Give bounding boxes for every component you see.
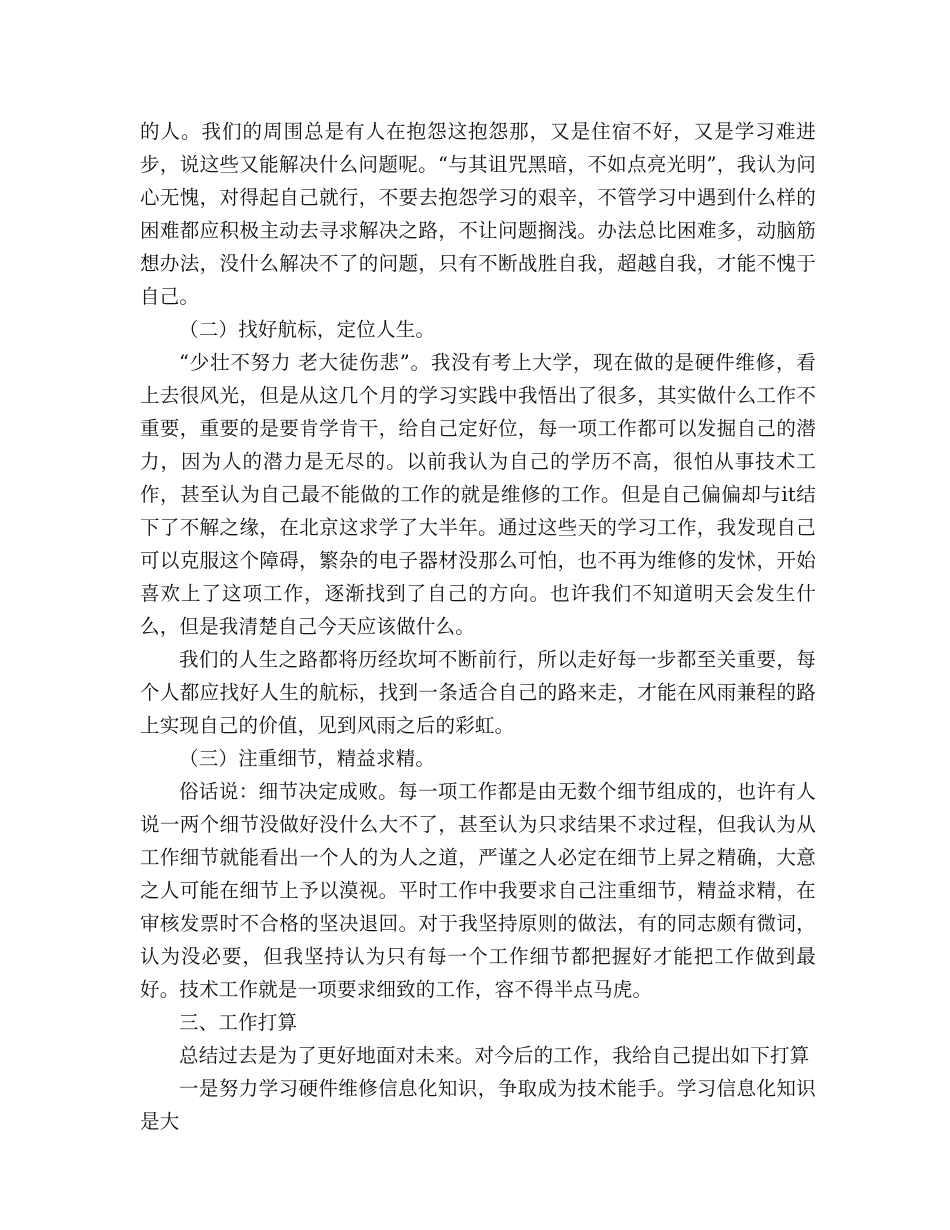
paragraph-8: 总结过去是为了更好地面对未来。对今后的工作，我给自己提出如下打算: [179, 1044, 810, 1067]
paragraph-9: 一是努力学习硬件维修信息化知识，争取成为技术能手。学习信息化知识是大: [140, 1077, 816, 1133]
paragraph-3: “少壮不努力 老大徒伤悲”。我没有考上大学，现在做的是硬件维修，看上去很风光，但是从这几个月的学习实践中我悟出了很多，其实做什么工作不重要，重要的是要肯学肯干，给自己定好位，每一项工作都可以发掘自己的潜力，因为人的潜力是无尽的。以前我认为自己的学历不高，很怕从事技术工作，甚至认为自己最不能做的工作的就是维修的工作。但是自己偏偏却与it结下了不解之缘，在北京这求学了大半年。通过这些天的学习工作，我发现自己可以克服这个障碍，繁杂的电子器材没那么可怕，也不再为维修的发怵，开始喜欢上了这项工作，逐渐找到了自己的方向。也许我们不知道明天会发生什么，但是我清楚自己今天应该做什么。: [140, 351, 816, 638]
paragraph-6: 俗话说：细节决定成败。每一项工作都是由无数个细节组成的，也许有人说一两个细节没做好没什么大不了，甚至认为只求结果不求过程，但我认为从工作细节就能看出一个人的为人之道，严谨之人必定在细节上昇之精确，大意之人可能在细节上予以漠视。平时工作中我要求自己注重细节，精益求精，在审核发票时不合格的坚决退回。对于我坚持原则的做法，有的同志颇有微词，认为没必要，但我坚持认为只有每一个工作细节都把握好才能把工作做到最好。技术工作就是一项要求细致的工作，容不得半点马虎。: [140, 780, 816, 1001]
paragraph-4: 我们的人生之路都将历经坎坷不断前行，所以走好每一步都至关重要，每个人都应找好人生的航标，找到一条适合自己的路来走，才能在风雨兼程的路上实现自己的价值，见到风雨之后的彩虹。: [140, 648, 816, 737]
document-body: [140, 115, 816, 1138]
section-heading-3: （三）注重细节，精益求精。: [179, 747, 436, 770]
section-heading-2: （二）找好航标，定位人生。: [179, 318, 436, 341]
paragraph-1: 的人。我们的周围总是有人在抱怨这抱怨那，又是住宿不好，又是学习难进步，说这些又能解决什么问题呢。“与其诅咒黑暗，不如点亮光明”，我认为问心无愧，对得起自己就行，不要去抱怨学习的艰辛，不管学习中遇到什么样的困难都应积极主动去寻求解决之路，不让问题搁浅。办法总比困难多，动脑筋想办法，没什么解决不了的问题，只有不断战胜自我，超越自我，才能不愧于自己。: [140, 120, 816, 308]
section-heading-work-plan: 三、工作打算: [179, 1011, 298, 1034]
